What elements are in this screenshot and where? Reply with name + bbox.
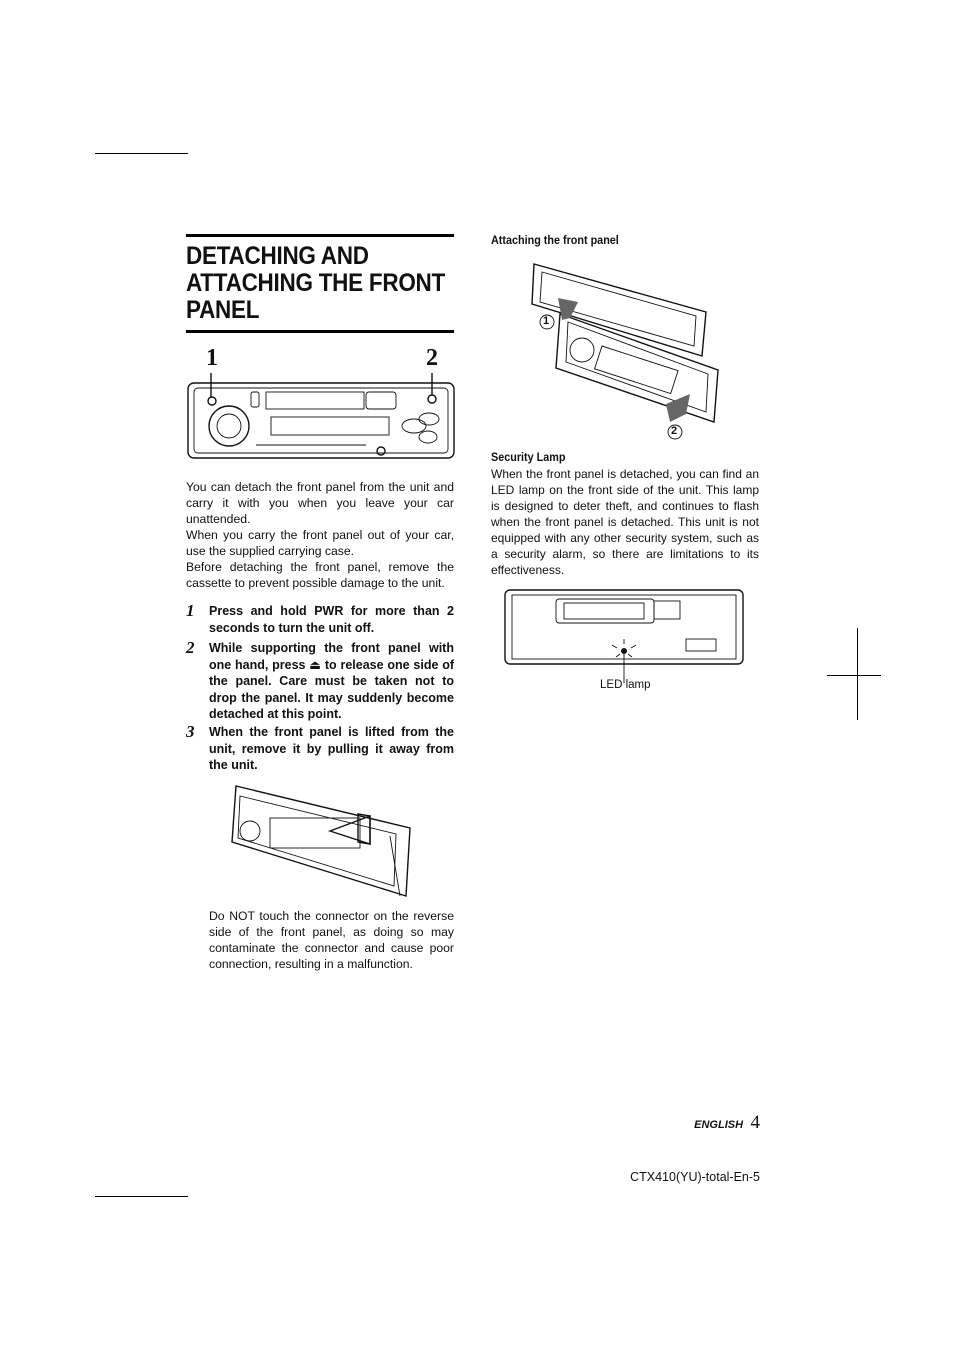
figure-panel-removal bbox=[230, 786, 410, 901]
page-title: DETACHING AND ATTACHING THE FRONT PANEL bbox=[186, 242, 446, 324]
security-text: When the front panel is detached, you can find an LED lamp on the front side of the unit. This lamp is designed to deter theft, and continues to flash when the front panel is detached. This unit is not equipped with any other security system, such as a security alarm, so there are limitations to its effectiveness. bbox=[491, 467, 759, 577]
figure-label-2: 2 bbox=[426, 345, 438, 371]
intro-text bbox=[186, 479, 454, 591]
crop-mark-bottom-left bbox=[95, 1196, 188, 1197]
step-2 bbox=[186, 640, 454, 723]
footer-page-number: 4 bbox=[750, 1112, 760, 1133]
crop-mark-right-vertical bbox=[857, 628, 858, 720]
figure-front-panel bbox=[186, 345, 456, 463]
intro-paragraph-2: When you carry the front panel out of your car, use the supplied carrying case. bbox=[186, 528, 454, 558]
page-title-block bbox=[186, 234, 454, 333]
footer-language: ENGLISH bbox=[694, 1119, 744, 1131]
figure-attach-panel bbox=[530, 258, 720, 448]
step-3 bbox=[186, 724, 454, 774]
crop-mark-right-horizontal bbox=[827, 675, 881, 676]
figure-label-1: 1 bbox=[206, 345, 218, 371]
intro-paragraph-3: Before detaching the front panel, remove the cassette to prevent possible damage to the unit. bbox=[186, 560, 454, 590]
intro-paragraph-1: You can detach the front panel from the unit and carry it with you when you leave your car unattended. bbox=[186, 480, 454, 526]
step-1 bbox=[186, 603, 454, 636]
step-number: 1 bbox=[186, 601, 195, 620]
figure-led-lamp bbox=[504, 589, 744, 669]
caution-text: Do NOT touch the connector on the reverse side of the front panel, as doing so may contaminate the connector and cause poor connection, resulting in a malfunction. bbox=[209, 909, 454, 971]
crop-mark-top-left bbox=[95, 153, 188, 154]
step-text: When the front panel is lifted from the unit, remove it by pulling it away from the unit. bbox=[209, 725, 454, 772]
attach-heading: Attaching the front panel bbox=[491, 233, 619, 247]
step-number: 2 bbox=[186, 638, 195, 657]
security-heading: Security Lamp bbox=[491, 450, 566, 464]
front-panel-drawing bbox=[186, 345, 456, 463]
attach-marker-2: 2 bbox=[671, 425, 678, 437]
attach-marker-1: 1 bbox=[543, 315, 550, 327]
footer-document-code: CTX410(YU)-total-En-5 bbox=[630, 1170, 760, 1184]
step-text: Press and hold PWR for more than 2 seconds to turn the unit off. bbox=[209, 604, 454, 635]
footer-page-info bbox=[600, 1112, 760, 1134]
step-number: 3 bbox=[186, 722, 195, 741]
step-text: While supporting the front panel with one hand, press ⏏ to release one side of the panel. Care must be taken not to drop the panel. It may suddenly become detached at this point. bbox=[209, 641, 454, 721]
led-lamp-label: LED lamp bbox=[600, 679, 651, 691]
